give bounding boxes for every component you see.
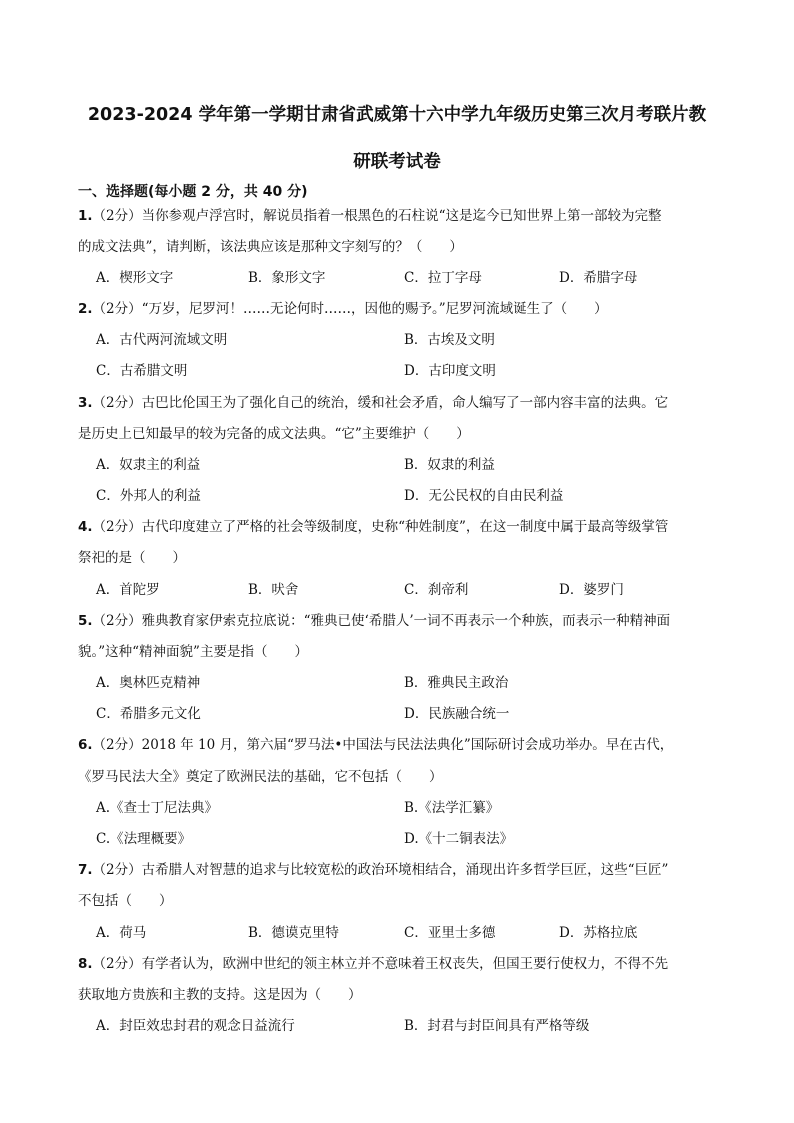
question-2-option-a[interactable]: A．古代两河流域文明: [96, 332, 228, 348]
exam-title-line-1: 2023-2024 学年第一学期甘肃省武威第十六中学九年级历史第三次月考联片教: [87, 105, 707, 125]
question-2-option-c[interactable]: C．古希腊文明: [96, 363, 188, 379]
question-8-option-b[interactable]: B．封君与封臣间具有严格等级: [404, 1018, 590, 1034]
question-6-option-a[interactable]: A.《查士丁尼法典》: [96, 800, 219, 816]
question-4-option-d[interactable]: D．婆罗门: [559, 582, 624, 598]
question-6-option-c[interactable]: C.《法理概要》: [96, 831, 192, 847]
question-3-line-2: 是历史上已知最早的较为完备的成文法典。“它”主要维护（ ）: [78, 426, 470, 442]
question-7-option-a[interactable]: A．荷马: [96, 925, 147, 941]
exam-title-line-2: 研联考试卷: [353, 152, 441, 172]
question-3-option-a[interactable]: A．奴隶主的利益: [96, 457, 201, 473]
section-header: 一、选择题(每小题 2 分，共 40 分): [78, 184, 308, 200]
question-4-number: 4.: [78, 519, 93, 535]
question-7-option-d[interactable]: D．苏格拉底: [559, 925, 638, 941]
question-5-line-2: 貌。”这种“精神面貌”主要是指（ ）: [78, 644, 308, 660]
question-6-line-2: 《罗马民法大全》奠定了欧洲民法的基础，它不包括（ ）: [78, 769, 443, 785]
question-7-option-c[interactable]: C．亚里士多德: [404, 925, 496, 941]
question-6-option-d[interactable]: D.《十二铜表法》: [404, 831, 514, 847]
question-6-number: 6.: [78, 737, 93, 753]
question-5-line-1: 5.（2分）雅典教育家伊索克拉底说：“雅典已使‘希腊人’一词不再表示一个种族，而表示一种精神面: [78, 613, 671, 629]
question-1-number: 1.: [78, 208, 93, 224]
question-4-line-1: 4.（2分）古代印度建立了严格的社会等级制度，史称“种姓制度”，在这一制度中属于最高等级掌管: [78, 519, 669, 535]
question-3-option-c[interactable]: C．外邦人的利益: [96, 488, 201, 504]
question-1-line-2: 的成文法典”，请判断，该法典应该是那种文字刻写的？（ ）: [78, 239, 463, 255]
question-1-option-c[interactable]: C．拉丁字母: [404, 270, 482, 286]
question-8-option-a[interactable]: A．封臣效忠封君的观念日益流行: [96, 1018, 295, 1034]
question-2-line-1: 2.（2分）“万岁，尼罗河！……无论何时……，因他的赐予。”尼罗河流域诞生了（ ）: [78, 301, 608, 317]
question-5-option-c[interactable]: C．希腊多元文化: [96, 706, 201, 722]
question-2-option-b[interactable]: B．古埃及文明: [404, 332, 495, 348]
question-4-option-b[interactable]: B．吠舍: [248, 582, 299, 598]
question-5-option-b[interactable]: B．雅典民主政治: [404, 675, 509, 691]
question-5-number: 5.: [78, 613, 93, 629]
question-4-option-a[interactable]: A．首陀罗: [96, 582, 160, 598]
question-1-line-1: 1.（2分）当你参观卢浮宫时，解说员指着一根黑色的石柱说“这是迄今已知世界上第一部较为完整: [78, 208, 662, 224]
question-7-line-1: 7.（2分）古希腊人对智慧的追求与比较宽松的政治环境相结合，涌现出许多哲学巨匠，这些“巨匠”: [78, 862, 669, 878]
question-6-line-1: 6.（2分）2018 年 10 月，第六届“罗马法•中国法与民法法典化”国际研讨会成功举办。早在古代，: [78, 737, 674, 753]
question-5-option-d[interactable]: D．民族融合统一: [404, 706, 510, 722]
question-1-option-b[interactable]: B．象形文字: [248, 270, 326, 286]
question-8-number: 8.: [78, 956, 93, 972]
question-7-number: 7.: [78, 862, 93, 878]
question-4-line-2: 祭祀的是（ ）: [78, 550, 186, 566]
question-3-option-d[interactable]: D．无公民权的自由民利益: [404, 488, 564, 504]
question-5-option-a[interactable]: A．奥林匹克精神: [96, 675, 201, 691]
question-8-line-2: 获取地方贵族和主教的支持。这是因为（ ）: [78, 987, 362, 1003]
question-4-option-c[interactable]: C．刹帝利: [404, 582, 469, 598]
question-3-option-b[interactable]: B．奴隶的利益: [404, 457, 495, 473]
question-7-option-b[interactable]: B．德谟克里特: [248, 925, 339, 941]
question-3-line-1: 3.（2分）古巴比伦国王为了强化自己的统治，缓和社会矛盾，命人编写了一部内容丰富的法典。它: [78, 395, 669, 411]
question-2-number: 2.: [78, 301, 93, 317]
question-8-line-1: 8.（2分）有学者认为，欧洲中世纪的领主林立并不意味着王权丧失，但国王要行使权力，不得不先: [78, 956, 669, 972]
question-3-number: 3.: [78, 395, 93, 411]
question-2-option-d[interactable]: D．古印度文明: [404, 363, 496, 379]
question-1-option-d[interactable]: D．希腊字母: [559, 270, 638, 286]
question-6-option-b[interactable]: B.《法学汇纂》: [404, 800, 500, 816]
question-7-line-2: 不包括（ ）: [78, 893, 173, 909]
question-1-option-a[interactable]: A．楔形文字: [96, 270, 174, 286]
